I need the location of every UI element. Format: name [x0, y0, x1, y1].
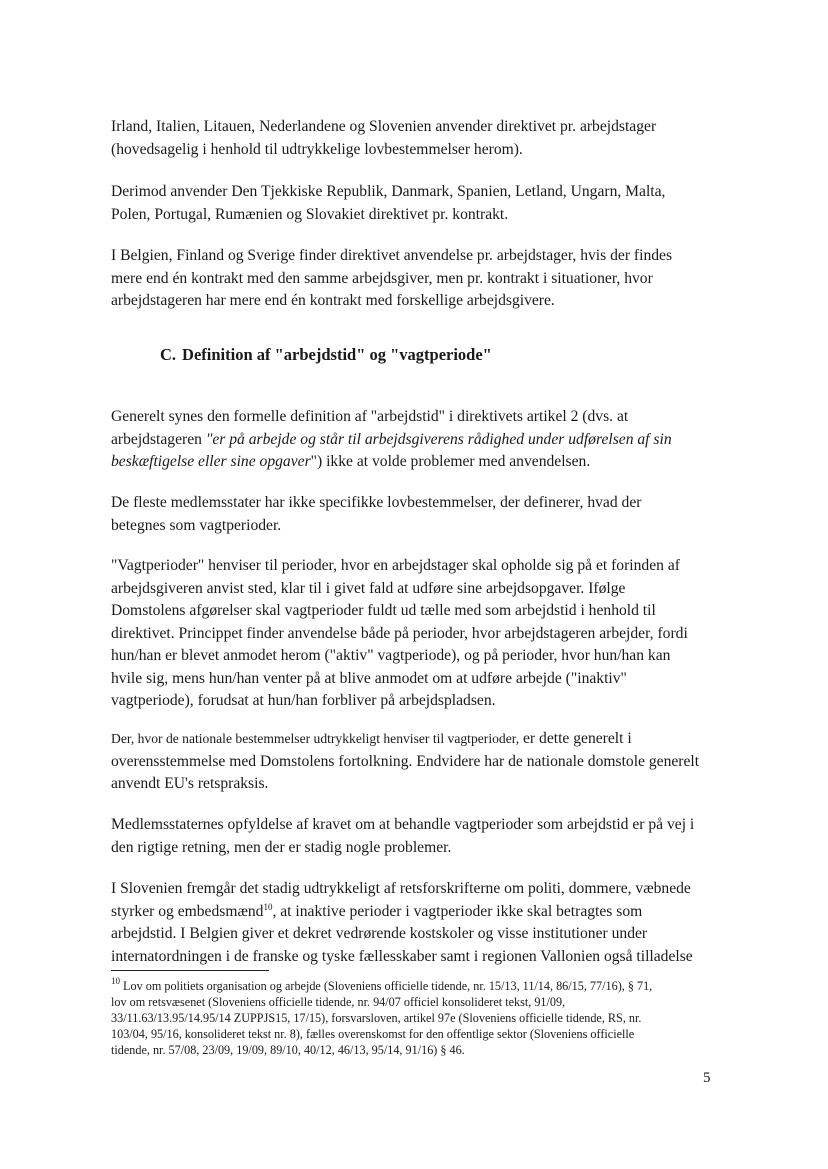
text-line: Irland, Italien, Litauen, Nederlandene og Slovenien anvender direktivet pr. arbejdstager	[111, 118, 657, 135]
text-line: anvendt EU's retspraksis.	[111, 775, 269, 792]
text-line: Derimod anvender Den Tjekkiske Republik, Danmark, Spanien, Letland, Ungarn, Malta,	[111, 183, 666, 200]
text-line: I Belgien, Finland og Sverige finder direktivet anvendelse pr. arbejdstager, hvis der findes	[111, 247, 673, 264]
text-line: arbejdstageren har mere end én kontrakt med forskellige arbejdsgivere.	[111, 292, 555, 309]
text-fragment: Lov om politiets organisation og arbejde (Sloveniens officielle tidende, nr. 15/13, 11/14, 86/15, 77/16), § 71,	[120, 979, 653, 993]
text-line: 103/04, 95/16, konsolideret tekst nr. 8), fælles overenskomst for den offentlige sektor (Sloveniens officielle	[111, 1027, 635, 1041]
footnote	[111, 978, 715, 1058]
paragraph-working-time-definition	[111, 406, 715, 474]
text-line: I Slovenien fremgår det stadig udtrykkeligt af retsforskrifterne om politi, dommere, væbnede	[111, 880, 691, 897]
text-fragment: arbejdstageren	[111, 430, 206, 448]
text-line: Medlemsstaternes opfyldelse af kravet om at behandle vagtperioder som arbejdstid er på vej i	[111, 816, 695, 833]
text-line: "Vagtperioder" henviser til perioder, hvor en arbejdstager skal opholde sig på et forinden af	[111, 557, 680, 574]
text-line: arbejdsgiveren anvist sted, klar til i givet fald at udføre sine arbejdsopgaver. Ifølge	[111, 579, 626, 597]
page-number: 5	[703, 1070, 711, 1086]
text-line: Polen, Portugal, Rumænien og Slovakiet direktivet pr. kontrakt.	[111, 205, 509, 223]
italic-quote: beskæftigelse eller sine opgaver	[111, 453, 311, 470]
text-line: internatordningen i de franske og tyske fællesskaber samt i regionen Vallonien også tilladelse	[111, 947, 693, 965]
text-fragment: , at inaktive perioder i vagtperioder ikke skal betragtes som	[272, 902, 643, 920]
text-line: mere end én kontrakt med den samme arbejdsgiver, men pr. kontrakt i situationer, hvor	[111, 269, 653, 287]
text-line: hun/han er blevet anmodet herom ("aktiv" vagtperiode), og på perioder, hvor hun/han kan	[111, 647, 671, 664]
paragraph-on-call-definition	[111, 555, 715, 713]
text-fragment: ") ikke at volde problemer med anvendelsen.	[310, 453, 591, 470]
italic-quote: "er på arbejde og står til arbejdsgiverens rådighed under udførelsen af sin	[205, 430, 672, 448]
text-line: arbejdstid. I Belgien giver et dekret vedrørende kostskoler og visse institutioner under	[111, 925, 648, 942]
text-line: direktivet. Princippet finder anvendelse både på perioder, hvor arbejdstageren arbejder, fordi	[111, 624, 688, 642]
footnote-separator	[111, 970, 269, 971]
paragraph-slovenia-belgium	[111, 878, 715, 968]
text-line: lov om retsvæsenet (Sloveniens officielle tidende, nr. 94/07 officiel konsolideret tekst, 91/09,	[111, 995, 566, 1009]
paragraph-mixed-application	[111, 245, 715, 313]
text-line: overensstemmelse med Domstolens fortolkning. Endvidere har de nationale domstole generelt	[111, 752, 700, 770]
text-line: (hovedsagelig i henhold til udtrykkelige lovbestemmelser herom).	[111, 140, 523, 158]
footnote-number: 10	[111, 976, 120, 986]
footnote-reference[interactable]: 10	[263, 901, 273, 912]
section-title: Definition af "arbejdstid" og "vagtperiode"	[182, 345, 492, 364]
text-line: den rigtige retning, men der er stadig nogle problemer.	[111, 838, 452, 856]
paragraph-application-per-contract	[111, 181, 715, 226]
section-heading	[160, 344, 492, 366]
paragraph-compliance	[111, 814, 715, 859]
text-fragment: styrker og embedsmænd	[111, 902, 264, 920]
text-line: Generelt synes den formelle definition af "arbejdstid" i direktivets artikel 2 (dvs. at	[111, 408, 629, 425]
paragraph-application-per-worker	[111, 116, 715, 161]
text-line: hvile sig, mens hun/han venter på at blive anmodet om at udføre arbejde ("inaktiv"	[111, 669, 627, 687]
text-fragment: Der, hvor de nationale bestemmelser udtrykkeligt henviser til vagtperioder,	[111, 731, 520, 746]
paragraph-national-interpretation	[111, 728, 715, 796]
text-line: 33/11.63/13.95/14.95/14 ZUPPJS15, 17/15), forsvarsloven, artikel 97e (Sloveniens officielle tidende, RS, nr.	[111, 1011, 642, 1025]
paragraph-no-specific-provisions	[111, 492, 715, 537]
text-fragment: er dette generelt i	[519, 730, 632, 747]
text-line: De fleste medlemsstater har ikke specifikke lovbestemmelser, der definerer, hvad der	[111, 494, 642, 511]
section-label: C.	[160, 345, 177, 364]
text-line: betegnes som vagtperioder.	[111, 516, 282, 534]
text-line: Domstolens afgørelser skal vagtperioder fuldt ud tælle med som arbejdstid i henhold til	[111, 602, 656, 619]
text-line: tidende, nr. 57/08, 23/09, 19/09, 89/10, 40/12, 46/13, 95/14, 91/16) § 46.	[111, 1043, 465, 1057]
text-line: vagtperiode), forudsat at hun/han forbliver på arbejdspladsen.	[111, 692, 496, 709]
